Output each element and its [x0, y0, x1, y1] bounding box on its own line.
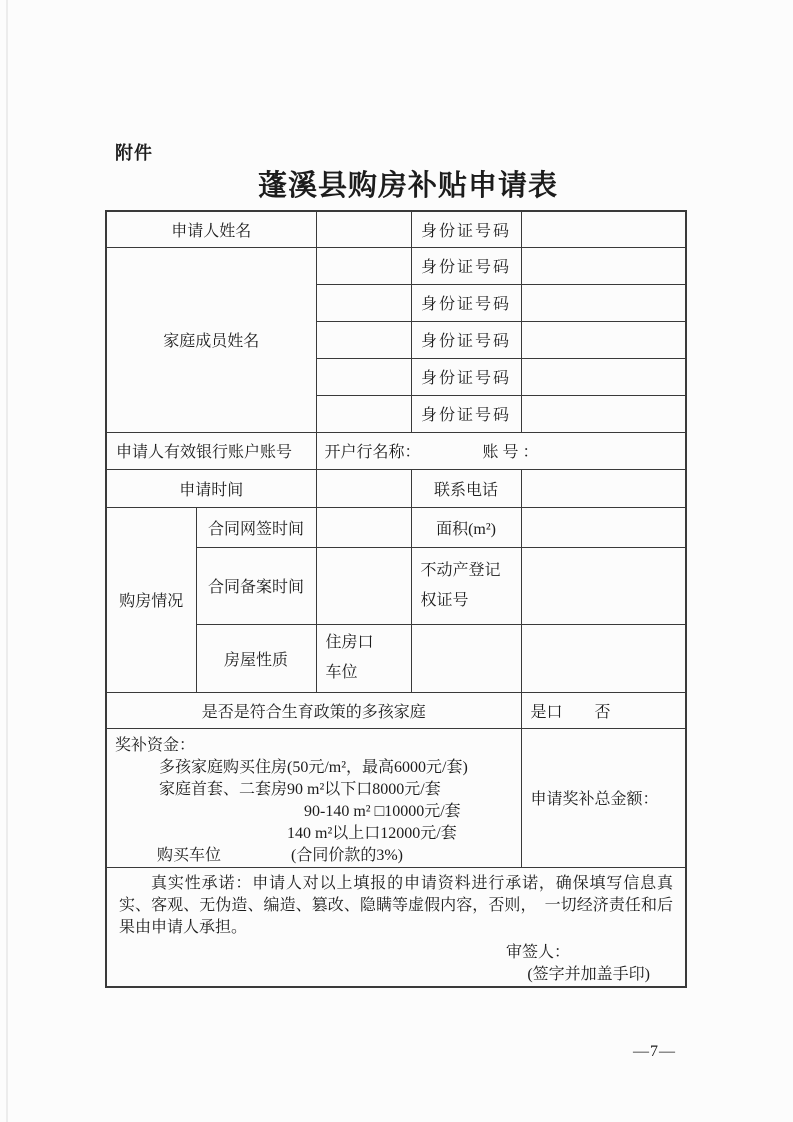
- bank-name-label: 开户行名称：: [324, 444, 421, 461]
- family-member-id-input-cell-2[interactable]: [521, 284, 686, 321]
- area-input-cell[interactable]: [521, 507, 686, 547]
- family-member-id-label-5: 身份证号码: [411, 395, 521, 432]
- house-nature-input-cell-2[interactable]: [521, 624, 686, 692]
- family-member-id-input-cell-4[interactable]: [521, 358, 686, 395]
- family-member-id-label-4: 身份证号码: [411, 358, 521, 395]
- commitment-text: 真实性承诺：申请人对以上填报的申请资料进行承诺，确保填写信息真实、客观、无伪造、编造、篡改、隐瞒等虚假内容，否则， 一切经济责任和后果由申请人承担。: [119, 874, 674, 936]
- family-member-name-input-cell-1[interactable]: [316, 247, 411, 284]
- bank-account-label: 申请人有效银行账户账号: [106, 432, 316, 469]
- family-member-id-input-cell-5[interactable]: [521, 395, 686, 432]
- subsidy-item-multi-child: 多孩家庭购买住房(50元/m²，最高6000元/套): [159, 758, 468, 776]
- table-row: [106, 247, 686, 284]
- subsidy-funds-cell: [106, 728, 521, 867]
- table-row: [106, 728, 686, 867]
- attachment-label: 附件: [115, 143, 153, 163]
- property-cert-input-cell[interactable]: [521, 547, 686, 624]
- table-row: [106, 469, 686, 507]
- subsidy-parking-note: (合同价款的3%): [291, 846, 404, 864]
- family-member-id-label-2: 身份证号码: [411, 284, 521, 321]
- house-nature-label: 房屋性质: [196, 624, 316, 692]
- table-row: [106, 692, 686, 728]
- house-nature-input-cell-1[interactable]: [411, 624, 521, 692]
- subsidy-item-90-140-checkbox[interactable]: 90-140 m² □10000元/套: [304, 802, 461, 820]
- subsidy-item-under-90-checkbox[interactable]: 家庭首套、二套房90 m²以下口8000元/套: [159, 780, 441, 798]
- contact-phone-label: 联系电话: [411, 469, 521, 507]
- applicant-name-label: 申请人姓名: [106, 211, 316, 247]
- account-number-label: 账 号 ：: [482, 444, 539, 461]
- house-option-parking[interactable]: 车位: [325, 664, 358, 681]
- family-member-id-label-3: 身份证号码: [411, 321, 521, 358]
- page-number: —7—: [633, 1043, 676, 1060]
- page-title: 蓬溪县购房补贴申请表: [257, 170, 558, 202]
- contract-filing-time-label: 合同备案时间: [196, 547, 316, 624]
- commitment-cell: [106, 867, 686, 987]
- applicant-name-input-cell[interactable]: [316, 211, 411, 247]
- subsidy-parking-line: [107, 845, 521, 867]
- family-member-id-input-cell-1[interactable]: [521, 247, 686, 284]
- contact-phone-input-cell[interactable]: [521, 469, 686, 507]
- applicant-id-input-cell[interactable]: [521, 211, 686, 247]
- table-row: [106, 211, 686, 247]
- subsidy-total-label: 申请奖补总金额：: [530, 791, 659, 808]
- family-member-name-input-cell-5[interactable]: [316, 395, 411, 432]
- subsidy-heading: 奖补资金：: [115, 736, 196, 754]
- apply-time-label: 申请时间: [106, 469, 316, 507]
- multi-child-question-label: 是否是符合生育政策的多孩家庭: [106, 692, 521, 728]
- family-member-name-input-cell-4[interactable]: [316, 358, 411, 395]
- table-row: [106, 507, 686, 547]
- family-member-name-input-cell-2[interactable]: [316, 284, 411, 321]
- signer-note: (签字并加盖手印): [527, 965, 651, 983]
- contract-sign-time-label: 合同网签时间: [196, 507, 316, 547]
- application-form-table: [105, 210, 687, 988]
- purchase-info-label: 购房情况: [106, 507, 196, 692]
- signer-label[interactable]: 审签人：: [506, 943, 571, 961]
- scan-edge-artifact: [6, 0, 8, 1122]
- contract-filing-time-input-cell[interactable]: [316, 547, 411, 624]
- house-option-housing-checkbox[interactable]: 住房口: [325, 634, 374, 651]
- table-row: [106, 867, 686, 987]
- house-nature-options-cell[interactable]: [316, 624, 411, 692]
- multi-child-yes-no-cell[interactable]: 是口 否: [521, 692, 686, 728]
- area-label: 面积(m²): [411, 507, 521, 547]
- apply-time-input-cell[interactable]: [316, 469, 411, 507]
- family-member-name-input-cell-3[interactable]: [316, 321, 411, 358]
- subsidy-item-over-140-checkbox[interactable]: 140 m²以上口12000元/套: [287, 824, 457, 842]
- contract-sign-time-input-cell[interactable]: [316, 507, 411, 547]
- bank-account-input-cell[interactable]: [316, 432, 686, 469]
- family-members-label: 家庭成员姓名: [106, 247, 316, 432]
- applicant-id-label: 身份证号码: [411, 211, 521, 247]
- subsidy-parking-label: 购买车位: [157, 846, 222, 864]
- family-member-id-input-cell-3[interactable]: [521, 321, 686, 358]
- table-row: [106, 432, 686, 469]
- property-cert-label: 不动产登记 权证号: [411, 547, 521, 624]
- family-member-id-label-1: 身份证号码: [411, 247, 521, 284]
- subsidy-total-amount-cell[interactable]: [521, 728, 686, 867]
